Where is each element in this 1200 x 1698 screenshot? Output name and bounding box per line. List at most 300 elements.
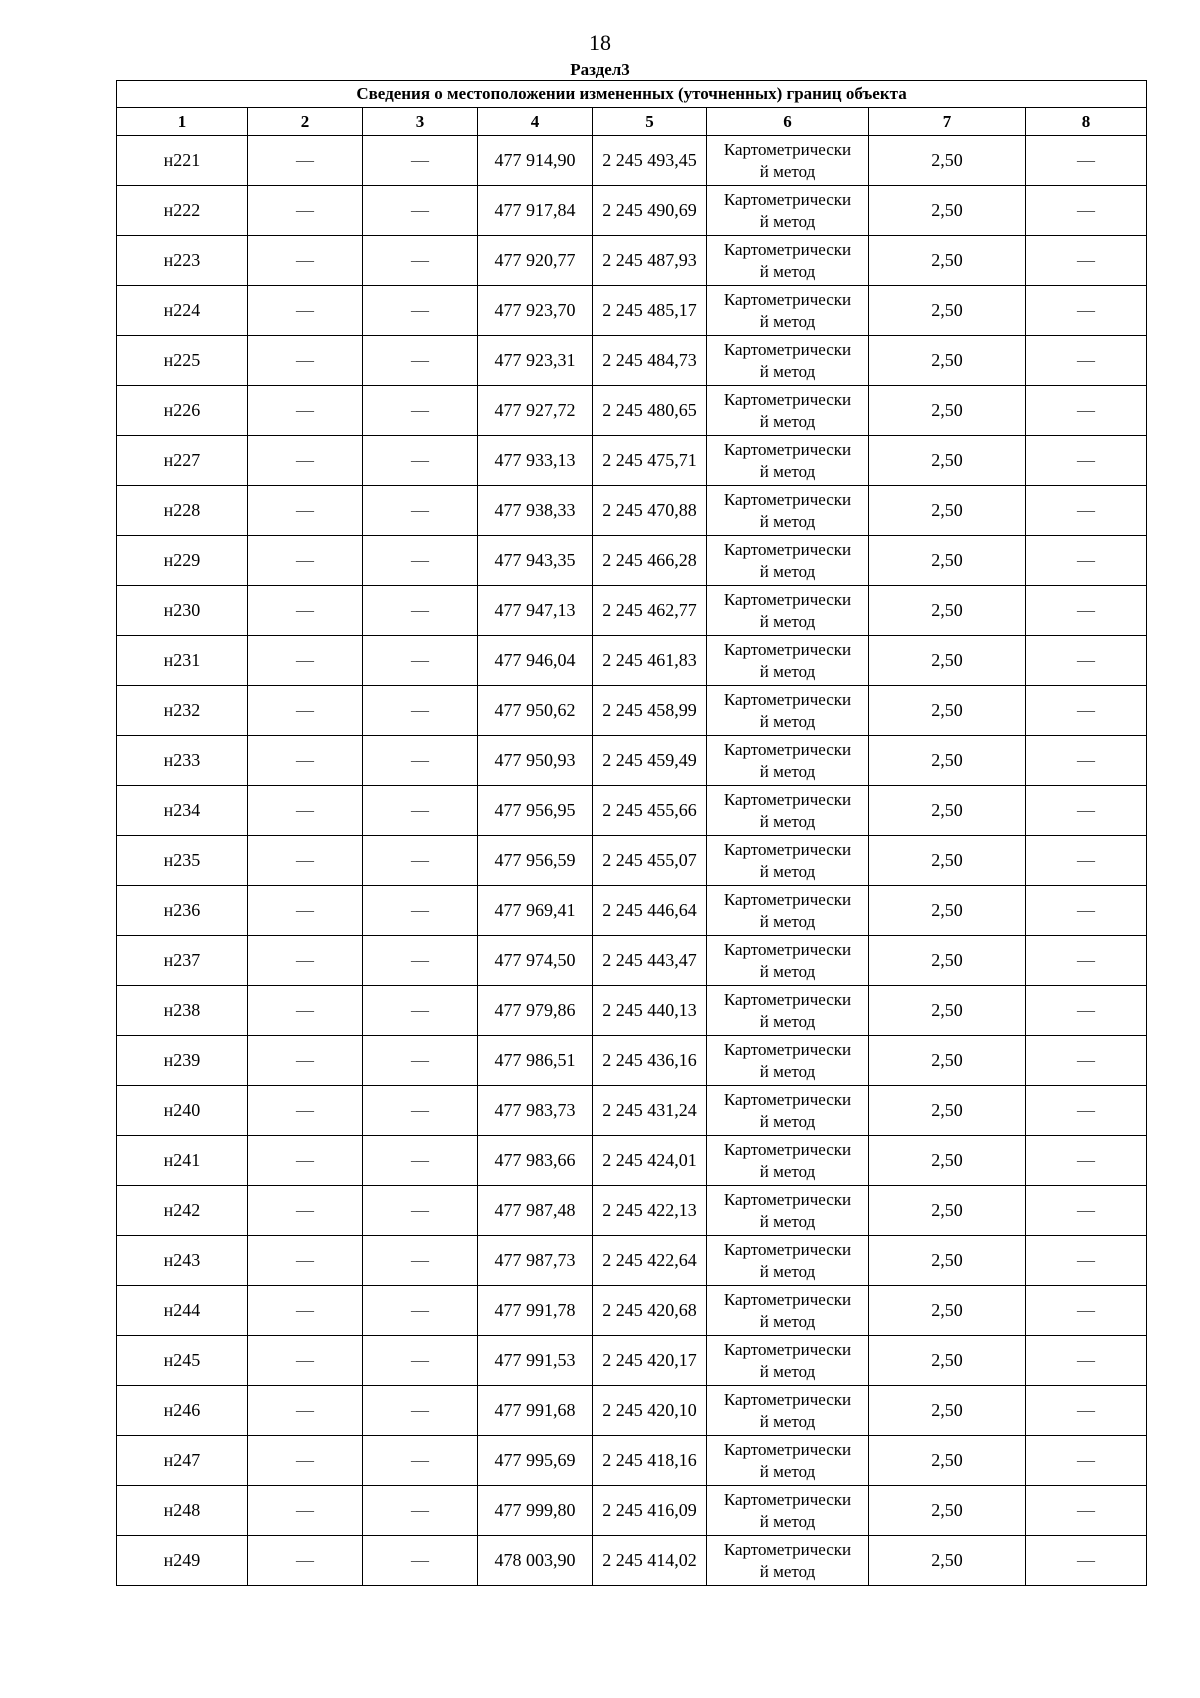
accuracy-cell: 2,50 <box>869 886 1026 936</box>
column-number: 8 <box>1026 108 1147 136</box>
x-coordinate-cell: 477 987,73 <box>478 1236 593 1286</box>
method-line-2: й метод <box>759 711 816 731</box>
col8-dash-cell: — <box>1026 886 1147 936</box>
col8-dash-cell: — <box>1026 936 1147 986</box>
method-line-2: й метод <box>759 1161 816 1181</box>
method-line-2: й метод <box>759 761 816 781</box>
col3-dash-cell: — <box>363 436 478 486</box>
table-row <box>117 1286 1147 1336</box>
table-row <box>117 836 1147 886</box>
x-coordinate-cell: 477 946,04 <box>478 636 593 686</box>
method-line-1: Картометрически <box>723 839 852 859</box>
col2-dash-cell: — <box>248 1086 363 1136</box>
point-name-cell: н247 <box>117 1436 248 1486</box>
table-row <box>117 936 1147 986</box>
y-coordinate-cell: 2 245 493,45 <box>593 136 707 186</box>
method-line-1: Картометрически <box>723 1139 852 1159</box>
column-number: 4 <box>478 108 593 136</box>
x-coordinate-cell: 477 991,53 <box>478 1336 593 1386</box>
method-line-2: й метод <box>759 1261 816 1281</box>
col8-dash-cell: — <box>1026 736 1147 786</box>
table-row <box>117 386 1147 436</box>
method-line-1: Картометрически <box>723 189 852 209</box>
accuracy-cell: 2,50 <box>869 436 1026 486</box>
col3-dash-cell: — <box>363 286 478 336</box>
table-row <box>117 636 1147 686</box>
col3-dash-cell: — <box>363 1336 478 1386</box>
x-coordinate-cell: 477 950,93 <box>478 736 593 786</box>
col3-dash-cell: — <box>363 1036 478 1086</box>
table-row <box>117 486 1147 536</box>
y-coordinate-cell: 2 245 466,28 <box>593 536 707 586</box>
accuracy-cell: 2,50 <box>869 1286 1026 1336</box>
point-name-cell: н240 <box>117 1086 248 1136</box>
table-row <box>117 536 1147 586</box>
y-coordinate-cell: 2 245 420,17 <box>593 1336 707 1386</box>
point-name-cell: н234 <box>117 786 248 836</box>
table-row <box>117 1336 1147 1386</box>
method-line-2: й метод <box>759 1361 816 1381</box>
col8-dash-cell: — <box>1026 1486 1147 1536</box>
col3-dash-cell: — <box>363 236 478 286</box>
y-coordinate-cell: 2 245 440,13 <box>593 986 707 1036</box>
x-coordinate-cell: 477 947,13 <box>478 586 593 636</box>
col8-dash-cell: — <box>1026 1086 1147 1136</box>
section-label: Раздел3 <box>570 60 630 79</box>
col8-dash-cell: — <box>1026 986 1147 1036</box>
col3-dash-cell: — <box>363 186 478 236</box>
method-line-1: Картометрически <box>723 389 852 409</box>
col2-dash-cell: — <box>248 1386 363 1436</box>
y-coordinate-cell: 2 245 458,99 <box>593 686 707 736</box>
point-name-cell: н221 <box>117 136 248 186</box>
col8-dash-cell: — <box>1026 436 1147 486</box>
column-number: 5 <box>593 108 707 136</box>
point-name-cell: н233 <box>117 736 248 786</box>
method-cell <box>707 1436 869 1486</box>
x-coordinate-cell: 477 956,59 <box>478 836 593 886</box>
method-line-1: Картометрически <box>723 939 852 959</box>
method-cell <box>707 286 869 336</box>
x-coordinate-cell: 477 956,95 <box>478 786 593 836</box>
col8-dash-cell: — <box>1026 686 1147 736</box>
col2-dash-cell: — <box>248 386 363 436</box>
method-line-2: й метод <box>759 561 816 581</box>
table-row <box>117 786 1147 836</box>
x-coordinate-cell: 477 974,50 <box>478 936 593 986</box>
accuracy-cell: 2,50 <box>869 686 1026 736</box>
y-coordinate-cell: 2 245 455,07 <box>593 836 707 886</box>
method-line-1: Картометрически <box>723 1089 852 1109</box>
col8-dash-cell: — <box>1026 386 1147 436</box>
method-line-1: Картометрически <box>723 889 852 909</box>
method-cell <box>707 786 869 836</box>
accuracy-cell: 2,50 <box>869 336 1026 386</box>
accuracy-cell: 2,50 <box>869 936 1026 986</box>
col3-dash-cell: — <box>363 1486 478 1536</box>
method-line-1: Картометрически <box>723 439 852 459</box>
method-line-2: й метод <box>759 1061 816 1081</box>
method-cell <box>707 1286 869 1336</box>
point-name-cell: н229 <box>117 536 248 586</box>
x-coordinate-cell: 477 950,62 <box>478 686 593 736</box>
col8-dash-cell: — <box>1026 486 1147 536</box>
method-cell <box>707 636 869 686</box>
col2-dash-cell: — <box>248 986 363 1036</box>
table-row <box>117 1186 1147 1236</box>
point-name-cell: н226 <box>117 386 248 436</box>
col3-dash-cell: — <box>363 986 478 1036</box>
col2-dash-cell: — <box>248 1036 363 1086</box>
col2-dash-cell: — <box>248 1236 363 1286</box>
column-number: 1 <box>117 108 248 136</box>
x-coordinate-cell: 477 969,41 <box>478 886 593 936</box>
col8-dash-cell: — <box>1026 1036 1147 1086</box>
col2-dash-cell: — <box>248 1336 363 1386</box>
method-cell <box>707 386 869 436</box>
col8-dash-cell: — <box>1026 136 1147 186</box>
col2-dash-cell: — <box>248 736 363 786</box>
col3-dash-cell: — <box>363 336 478 386</box>
y-coordinate-cell: 2 245 480,65 <box>593 386 707 436</box>
method-cell <box>707 836 869 886</box>
y-coordinate-cell: 2 245 446,64 <box>593 886 707 936</box>
col8-dash-cell: — <box>1026 1436 1147 1486</box>
method-line-2: й метод <box>759 211 816 231</box>
col2-dash-cell: — <box>248 136 363 186</box>
accuracy-cell: 2,50 <box>869 136 1026 186</box>
col2-dash-cell: — <box>248 536 363 586</box>
table-row <box>117 1136 1147 1186</box>
table-row <box>117 436 1147 486</box>
table-row <box>117 1436 1147 1486</box>
y-coordinate-cell: 2 245 487,93 <box>593 236 707 286</box>
col8-dash-cell: — <box>1026 1136 1147 1186</box>
method-cell <box>707 1386 869 1436</box>
point-name-cell: н223 <box>117 236 248 286</box>
method-line-2: й метод <box>759 461 816 481</box>
method-cell <box>707 986 869 1036</box>
x-coordinate-cell: 477 927,72 <box>478 386 593 436</box>
table-row <box>117 1086 1147 1136</box>
point-name-cell: н248 <box>117 1486 248 1536</box>
method-line-2: й метод <box>759 811 816 831</box>
method-line-1: Картометрически <box>723 489 852 509</box>
col2-dash-cell: — <box>248 786 363 836</box>
col2-dash-cell: — <box>248 186 363 236</box>
col2-dash-cell: — <box>248 686 363 736</box>
method-line-1: Картометрически <box>723 1189 852 1209</box>
col3-dash-cell: — <box>363 486 478 536</box>
table-row <box>117 236 1147 286</box>
method-cell <box>707 886 869 936</box>
col8-dash-cell: — <box>1026 1386 1147 1436</box>
col3-dash-cell: — <box>363 136 478 186</box>
method-line-1: Картометрически <box>723 989 852 1009</box>
accuracy-cell: 2,50 <box>869 1136 1026 1186</box>
x-coordinate-cell: 477 983,73 <box>478 1086 593 1136</box>
method-cell <box>707 336 869 386</box>
page-number: 18 <box>589 30 611 55</box>
point-name-cell: н230 <box>117 586 248 636</box>
method-line-1: Картометрически <box>723 139 852 159</box>
col2-dash-cell: — <box>248 1186 363 1236</box>
col3-dash-cell: — <box>363 586 478 636</box>
col3-dash-cell: — <box>363 536 478 586</box>
accuracy-cell: 2,50 <box>869 1536 1026 1586</box>
table-row <box>117 286 1147 336</box>
method-line-1: Картометрически <box>723 589 852 609</box>
point-name-cell: н241 <box>117 1136 248 1186</box>
method-line-2: й метод <box>759 1461 816 1481</box>
col2-dash-cell: — <box>248 1136 363 1186</box>
point-name-cell: н224 <box>117 286 248 336</box>
y-coordinate-cell: 2 245 443,47 <box>593 936 707 986</box>
column-number: 2 <box>248 108 363 136</box>
col2-dash-cell: — <box>248 886 363 936</box>
point-name-cell: н246 <box>117 1386 248 1436</box>
method-cell <box>707 186 869 236</box>
point-name-cell: н227 <box>117 436 248 486</box>
col2-dash-cell: — <box>248 1286 363 1336</box>
method-line-1: Картометрически <box>723 1439 852 1459</box>
col8-dash-cell: — <box>1026 636 1147 686</box>
x-coordinate-cell: 477 995,69 <box>478 1436 593 1486</box>
accuracy-cell: 2,50 <box>869 1336 1026 1386</box>
y-coordinate-cell: 2 245 459,49 <box>593 736 707 786</box>
method-line-2: й метод <box>759 511 816 531</box>
method-line-2: й метод <box>759 311 816 331</box>
accuracy-cell: 2,50 <box>869 1236 1026 1286</box>
col8-dash-cell: — <box>1026 586 1147 636</box>
x-coordinate-cell: 477 986,51 <box>478 1036 593 1086</box>
method-cell <box>707 1036 869 1086</box>
table-title: Сведения о местоположении измененных (уточненных) границ объекта <box>117 81 1147 108</box>
method-line-1: Картометрически <box>723 539 852 559</box>
col3-dash-cell: — <box>363 786 478 836</box>
col2-dash-cell: — <box>248 336 363 386</box>
point-name-cell: н239 <box>117 1036 248 1086</box>
x-coordinate-cell: 477 917,84 <box>478 186 593 236</box>
method-cell <box>707 736 869 786</box>
col3-dash-cell: — <box>363 886 478 936</box>
col3-dash-cell: — <box>363 1186 478 1236</box>
y-coordinate-cell: 2 245 470,88 <box>593 486 707 536</box>
col8-dash-cell: — <box>1026 236 1147 286</box>
method-line-1: Картометрически <box>723 1539 852 1559</box>
method-line-2: й метод <box>759 1011 816 1031</box>
column-number: 6 <box>707 108 869 136</box>
x-coordinate-cell: 477 943,35 <box>478 536 593 586</box>
y-coordinate-cell: 2 245 461,83 <box>593 636 707 686</box>
accuracy-cell: 2,50 <box>869 1086 1026 1136</box>
point-name-cell: н237 <box>117 936 248 986</box>
accuracy-cell: 2,50 <box>869 736 1026 786</box>
col2-dash-cell: — <box>248 636 363 686</box>
col3-dash-cell: — <box>363 1086 478 1136</box>
table-row <box>117 686 1147 736</box>
method-line-2: й метод <box>759 1211 816 1231</box>
col2-dash-cell: — <box>248 286 363 336</box>
method-line-2: й метод <box>759 861 816 881</box>
method-line-2: й метод <box>759 1411 816 1431</box>
col8-dash-cell: — <box>1026 1236 1147 1286</box>
table-row <box>117 186 1147 236</box>
x-coordinate-cell: 477 920,77 <box>478 236 593 286</box>
boundary-coordinates-table <box>116 80 1147 1586</box>
method-line-1: Картометрически <box>723 339 852 359</box>
method-cell <box>707 486 869 536</box>
col8-dash-cell: — <box>1026 1186 1147 1236</box>
col2-dash-cell: — <box>248 1436 363 1486</box>
col2-dash-cell: — <box>248 436 363 486</box>
col3-dash-cell: — <box>363 936 478 986</box>
col2-dash-cell: — <box>248 236 363 286</box>
accuracy-cell: 2,50 <box>869 1186 1026 1236</box>
y-coordinate-cell: 2 245 414,02 <box>593 1536 707 1586</box>
col8-dash-cell: — <box>1026 536 1147 586</box>
y-coordinate-cell: 2 245 485,17 <box>593 286 707 336</box>
col3-dash-cell: — <box>363 636 478 686</box>
method-line-1: Картометрически <box>723 289 852 309</box>
y-coordinate-cell: 2 245 418,16 <box>593 1436 707 1486</box>
y-coordinate-cell: 2 245 484,73 <box>593 336 707 386</box>
col3-dash-cell: — <box>363 1386 478 1436</box>
table-row <box>117 336 1147 386</box>
table-row <box>117 1486 1147 1536</box>
x-coordinate-cell: 477 999,80 <box>478 1486 593 1536</box>
method-line-1: Картометрически <box>723 1239 852 1259</box>
col8-dash-cell: — <box>1026 786 1147 836</box>
method-line-1: Картометрически <box>723 789 852 809</box>
col8-dash-cell: — <box>1026 1536 1147 1586</box>
method-cell <box>707 586 869 636</box>
y-coordinate-cell: 2 245 420,10 <box>593 1386 707 1436</box>
x-coordinate-cell: 477 991,68 <box>478 1386 593 1436</box>
point-name-cell: н244 <box>117 1286 248 1336</box>
method-line-2: й метод <box>759 1511 816 1531</box>
y-coordinate-cell: 2 245 422,13 <box>593 1186 707 1236</box>
y-coordinate-cell: 2 245 420,68 <box>593 1286 707 1336</box>
method-line-1: Картометрически <box>723 1289 852 1309</box>
y-coordinate-cell: 2 245 475,71 <box>593 436 707 486</box>
method-cell <box>707 1486 869 1536</box>
col2-dash-cell: — <box>248 486 363 536</box>
col2-dash-cell: — <box>248 936 363 986</box>
column-number-row <box>117 108 1147 136</box>
method-line-1: Картометрически <box>723 639 852 659</box>
point-name-cell: н242 <box>117 1186 248 1236</box>
method-line-2: й метод <box>759 361 816 381</box>
point-name-cell: н238 <box>117 986 248 1036</box>
method-cell <box>707 1336 869 1386</box>
point-name-cell: н249 <box>117 1536 248 1586</box>
accuracy-cell: 2,50 <box>869 286 1026 336</box>
method-line-1: Картометрически <box>723 239 852 259</box>
table-row <box>117 986 1147 1036</box>
accuracy-cell: 2,50 <box>869 186 1026 236</box>
point-name-cell: н235 <box>117 836 248 886</box>
point-name-cell: н236 <box>117 886 248 936</box>
accuracy-cell: 2,50 <box>869 636 1026 686</box>
method-cell <box>707 1186 869 1236</box>
point-name-cell: н243 <box>117 1236 248 1286</box>
method-cell <box>707 1086 869 1136</box>
x-coordinate-cell: 477 983,66 <box>478 1136 593 1186</box>
method-cell <box>707 536 869 586</box>
method-cell <box>707 1236 869 1286</box>
accuracy-cell: 2,50 <box>869 836 1026 886</box>
method-line-1: Картометрически <box>723 689 852 709</box>
column-number: 7 <box>869 108 1026 136</box>
method-line-1: Картометрически <box>723 739 852 759</box>
col8-dash-cell: — <box>1026 836 1147 886</box>
method-cell <box>707 686 869 736</box>
method-line-2: й метод <box>759 911 816 931</box>
col3-dash-cell: — <box>363 386 478 436</box>
method-line-2: й метод <box>759 1111 816 1131</box>
method-line-1: Картометрически <box>723 1339 852 1359</box>
x-coordinate-cell: 477 938,33 <box>478 486 593 536</box>
col8-dash-cell: — <box>1026 1336 1147 1386</box>
accuracy-cell: 2,50 <box>869 1036 1026 1086</box>
table-row <box>117 1386 1147 1436</box>
method-cell <box>707 936 869 986</box>
accuracy-cell: 2,50 <box>869 586 1026 636</box>
method-line-1: Картометрически <box>723 1389 852 1409</box>
method-line-2: й метод <box>759 1561 816 1581</box>
table-row <box>117 1036 1147 1086</box>
x-coordinate-cell: 477 933,13 <box>478 436 593 486</box>
col8-dash-cell: — <box>1026 1286 1147 1336</box>
table-row <box>117 886 1147 936</box>
y-coordinate-cell: 2 245 462,77 <box>593 586 707 636</box>
col3-dash-cell: — <box>363 836 478 886</box>
col2-dash-cell: — <box>248 1486 363 1536</box>
point-name-cell: н245 <box>117 1336 248 1386</box>
accuracy-cell: 2,50 <box>869 1486 1026 1536</box>
method-line-2: й метод <box>759 611 816 631</box>
method-line-2: й метод <box>759 961 816 981</box>
col3-dash-cell: — <box>363 686 478 736</box>
method-line-2: й метод <box>759 161 816 181</box>
table-body <box>117 136 1147 1586</box>
y-coordinate-cell: 2 245 416,09 <box>593 1486 707 1536</box>
column-number: 3 <box>363 108 478 136</box>
accuracy-cell: 2,50 <box>869 236 1026 286</box>
table-row <box>117 1236 1147 1286</box>
x-coordinate-cell: 477 914,90 <box>478 136 593 186</box>
method-line-2: й метод <box>759 661 816 681</box>
y-coordinate-cell: 2 245 422,64 <box>593 1236 707 1286</box>
col3-dash-cell: — <box>363 1436 478 1486</box>
accuracy-cell: 2,50 <box>869 386 1026 436</box>
method-cell <box>707 436 869 486</box>
table-row <box>117 736 1147 786</box>
col3-dash-cell: — <box>363 1136 478 1186</box>
col8-dash-cell: — <box>1026 336 1147 386</box>
method-cell <box>707 1536 869 1586</box>
method-cell <box>707 1136 869 1186</box>
point-name-cell: н228 <box>117 486 248 536</box>
x-coordinate-cell: 477 991,78 <box>478 1286 593 1336</box>
x-coordinate-cell: 477 923,31 <box>478 336 593 386</box>
y-coordinate-cell: 2 245 431,24 <box>593 1086 707 1136</box>
table-row <box>117 586 1147 636</box>
col2-dash-cell: — <box>248 1536 363 1586</box>
x-coordinate-cell: 477 979,86 <box>478 986 593 1036</box>
col8-dash-cell: — <box>1026 286 1147 336</box>
